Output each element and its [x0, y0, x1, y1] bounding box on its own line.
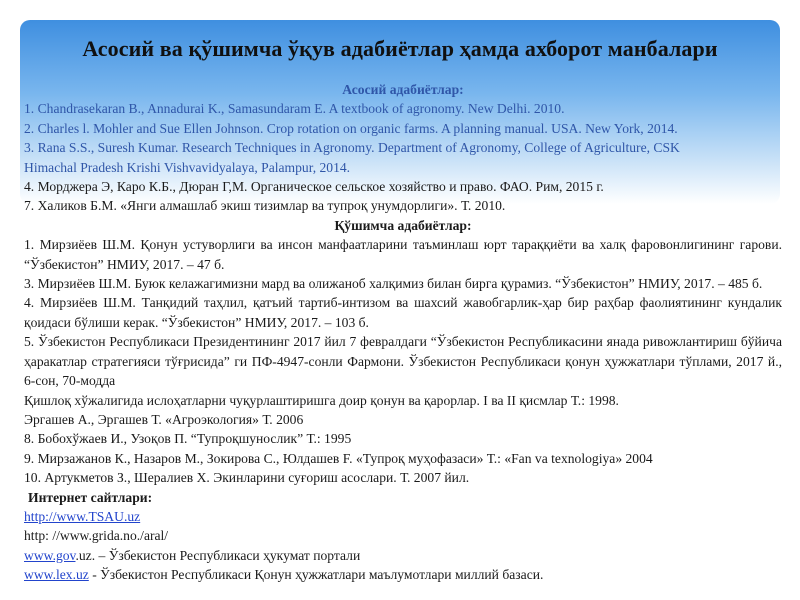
reference-item: 10. Артукметов З., Шералиев Х. Экинларини суғориш асослари. Т. 2007 йил.: [24, 470, 470, 486]
lex-link[interactable]: www.lex.uz: [24, 567, 89, 583]
reference-line: 2017. – 485 б.: [684, 276, 763, 292]
reference-item: 9. Мирзажанов К., Назаров М., Зокирова С., Юлдашев F. «Тупроқ муҳофазаси» Т.: «Fan va texnologiya» 2004: [24, 450, 653, 466]
reference-item: 3. Rana S.S., Suresh Kumar. Research Techniques in Agronomy. Department of Agronomy, College of Agriculture, CSK: [24, 140, 680, 156]
internet-sites-heading: Интернет сайтлари:: [28, 489, 153, 505]
reference-item: [24, 332, 782, 390]
reference-item: [24, 293, 782, 332]
reference-item: 8. Бобохўжаев И., Узоқов П. “Тупроқшунослик” Т.: 1995: [24, 431, 352, 447]
reference-line: Республикаси қонун ҳужжатлари тўплами, 2017 й., 6-сон, 70-модда: [24, 353, 783, 389]
gov-link[interactable]: www.gov: [24, 547, 76, 563]
reference-line: ривожлантириш бўйича ҳаракатлар стратегияси тўғрисида” ги ПФ-4947-сонли Фармони. Ўзбекистон: [24, 334, 782, 369]
reference-item: 2. Charles l. Mohler and Sue Ellen Johnson. Crop rotation on organic farms. A planning manual. USA. New York, 2014.: [24, 120, 678, 136]
reference-item: Эргашев А., Эргашев Т. «Агроэкология» Т. 2006: [24, 411, 304, 427]
main-literature-heading: Асосий адабиётлар:: [342, 82, 464, 97]
reference-item: [24, 235, 782, 274]
link-row-tsau: [24, 507, 782, 526]
reference-item: [24, 274, 782, 293]
reference-line: 1. Мирзиёев Ш.М. Қонун устуворлиги ва инсон манфаатларини таъминлаш юрт тараққиёти ва халқ: [24, 237, 626, 253]
link-row-gov: [24, 546, 782, 565]
reference-line: 5. Ўзбекистон Республикаси Президентининг 2017 йил 7 февралдаги “Ўзбекистон Республикасини янада: [24, 334, 640, 350]
reference-item: Himachal Pradesh Krishi Vishvavidyalaya, Palampur, 2014.: [24, 159, 351, 175]
reference-item: 4. Морджера Э, Каро К.Б., Дюран Г,М. Органическое сельское хозяйство и право. ФАО. Рим, 2015 г.: [24, 179, 604, 195]
link-row-lex: [24, 565, 782, 584]
references-content: [24, 80, 782, 585]
reference-line: 3. Мирзиёев Ш.М. Буюк келажагимизни мард ва олижаноб халқимиз билан бирга қурамиз. “Ўзбекистон” НМИУ,: [24, 276, 681, 292]
gov-description: .uz. – Ўзбекистон Республикаси ҳукумат портали: [75, 547, 361, 563]
reference-line: фаровонлигининг гарови. “Ўзбекистон” НМИУ, 2017. – 47 б.: [24, 237, 783, 272]
grida-url-text: http: //www.grida.no./aral/: [24, 528, 169, 544]
extra-literature-heading: Қўшимча адабиётлар:: [334, 217, 472, 233]
reference-item: 7. Халиков Б.М. «Янги алмашлаб экиш тизимлар ва тупроқ унумдорлиги». Т. 2010.: [24, 198, 506, 214]
reference-item: 1. Chandrasekaran B., Annadurai K., Samasundaram E. A textbook of agronomy. New Delhi. 2010.: [24, 101, 565, 117]
reference-line: фаолиятининг кундалик қоидаси бўлиши керак. “Ўзбекистон” НМИУ, 2017. – 103 б.: [24, 295, 783, 330]
tsau-link[interactable]: http://www.TSAU.uz: [24, 508, 141, 524]
page-title: Асосий ва қўшимча ўқув адабиётлар ҳамда ахборот манбалари: [82, 36, 718, 61]
lex-description: - Ўзбекистон Республикаси Қонун ҳужжатлари маълумотлари миллий базаси.: [88, 567, 544, 583]
reference-line: 4. Мирзиёев Ш.М. Танқидий таҳлил, қатъий тартиб-интизом ва шахсий жавобгарлик-ҳар бир раҳбар: [24, 295, 634, 311]
link-row-grida: [24, 526, 782, 545]
reference-item: Қишлоқ хўжалигида ислоҳатларни чуқурлаштиришга доир қонун ва қарорлар. I ва II қисмлар Т.: 1998.: [24, 392, 619, 408]
